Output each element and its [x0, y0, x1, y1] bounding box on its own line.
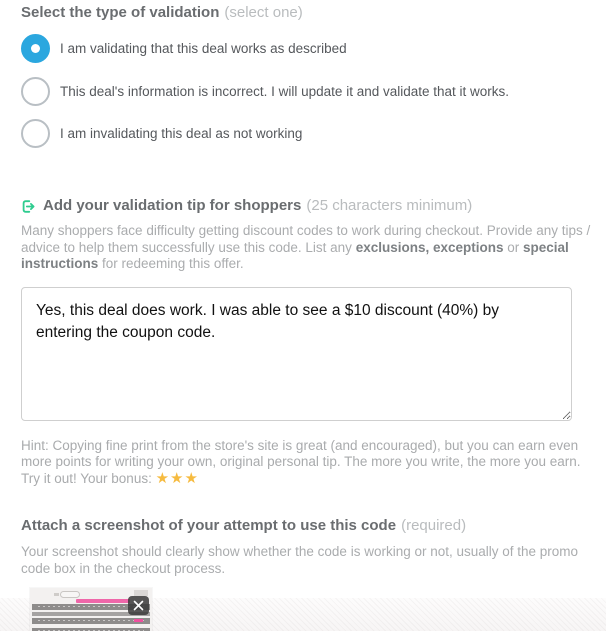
attach-screenshot-description: Your screenshot should clearly show whether the code is working or not, usually of the promo code box in the checkout process. [21, 544, 579, 576]
radio-option-invalidating[interactable] [21, 119, 585, 148]
attach-screenshot-heading-text: Attach a screenshot of your attempt to use this code [21, 517, 397, 534]
attach-screenshot-heading-note: (required) [401, 517, 467, 534]
radio-button-icon[interactable] [21, 34, 50, 63]
radio-button-icon[interactable] [21, 119, 50, 148]
validation-type-heading [21, 4, 585, 22]
tip-description-part1: Many shoppers face difficulty getting discount codes to work during checkout. Provide any tips / advice to help them successfully use this code. List any [21, 223, 591, 255]
thumbnail-decoration [134, 619, 143, 622]
tip-description-bold-instructions: special instructions [21, 239, 569, 271]
radio-dot [31, 44, 40, 53]
radio-option-label[interactable]: I am invalidating this deal as not working [60, 126, 303, 141]
tip-description-part2: for redeeming this offer. [98, 256, 244, 271]
screenshot-thumbnail [30, 588, 152, 631]
validation-tip-textarea[interactable] [21, 287, 572, 421]
thumbnail-decoration [32, 618, 150, 624]
tip-description-mid: or [503, 239, 524, 255]
tip-heading-text: Add your validation tip for shoppers [43, 197, 302, 214]
radio-option-label[interactable]: This deal's information is incorrect. I will update it and validate that it works. [60, 84, 510, 99]
thumbnail-decoration [76, 599, 130, 603]
hint-text [21, 438, 590, 488]
tip-heading-note: (25 characters minimum) [306, 197, 473, 214]
bonus-stars-icon: ★★★ [155, 469, 199, 487]
tip-heading [21, 197, 585, 215]
validation-type-heading-note: (select one) [224, 4, 303, 21]
arrow-enter-icon [21, 199, 36, 214]
radio-button-icon[interactable] [21, 77, 50, 106]
radio-option-validating[interactable] [21, 34, 585, 63]
attach-screenshot-heading [21, 517, 585, 535]
thumbnail-decoration [54, 593, 59, 596]
close-icon [133, 600, 144, 611]
radio-option-label[interactable]: I am validating that this deal works as described [60, 41, 347, 56]
hint-text-body: Hint: Copying fine print from the store's site is great (and encouraged), but you can earn even more points for writing your own, original personal tip. The more you write, the more you earn. Try it out! Your bonus: [21, 437, 581, 486]
radio-option-incorrect-info[interactable] [21, 77, 585, 106]
validation-type-heading-text: Select the type of validation [21, 4, 220, 21]
thumbnail-decoration [60, 591, 80, 598]
remove-screenshot-button[interactable] [128, 596, 149, 615]
tip-description [21, 223, 594, 273]
tip-description-bold-exclusions: exclusions, exceptions [355, 239, 504, 255]
